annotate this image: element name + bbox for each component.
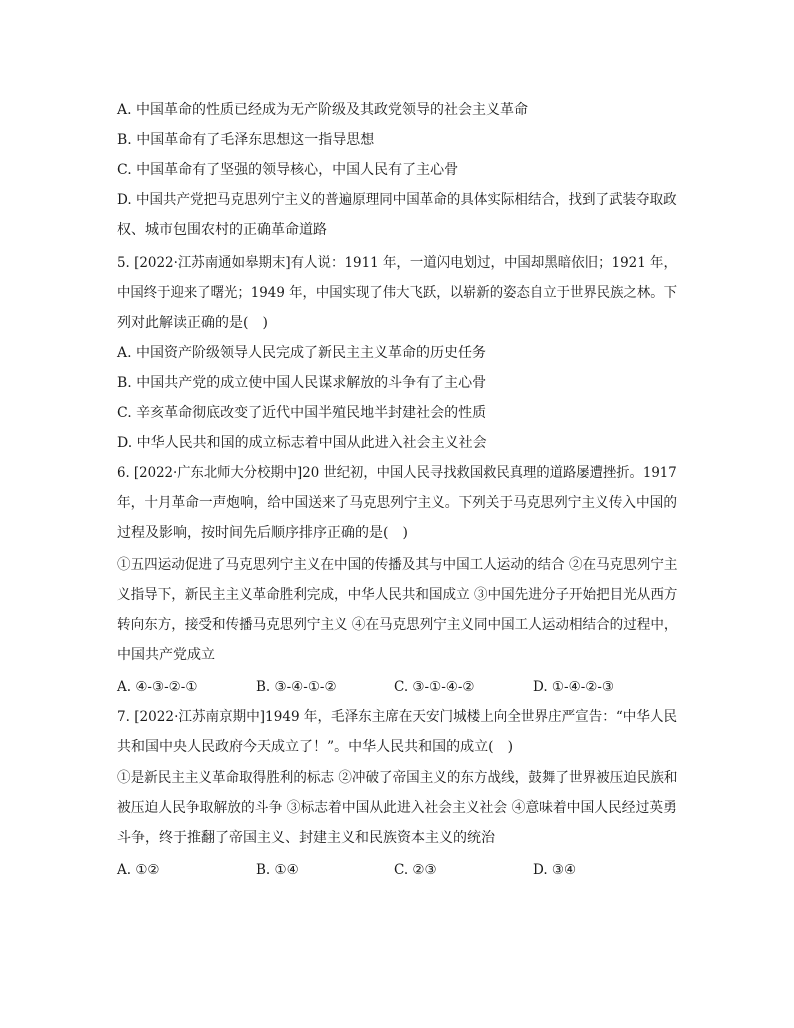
q6-option-a: A. ④-③-②-① [117, 679, 198, 695]
q4-option-d-line1: D. 中国共产党把马克思列宁主义的普遍原理同中国革命的具体实际相结合，找到了武装夺取政 [117, 192, 677, 208]
q6-option-d: D. ①-④-②-③ [533, 679, 615, 695]
q5-option-d: D. 中华人民共和国的成立标志着中国从此进入社会主义社会 [117, 435, 487, 451]
q4-option-b: B. 中国革命有了毛泽东思想这一指导思想 [117, 132, 375, 148]
q4-option-d-line2: 权、城市包围农村的正确革命道路 [117, 222, 327, 238]
q5-stem-line2: 中国终于迎来了曙光；1949 年，中国实现了伟大飞跃，以崭新的姿态自立于世界民族之林。下 [117, 285, 678, 301]
q7-items-line2: 被压迫人民争取解放的斗争 ③标志着中国从此进入社会主义社会 ④意味着中国人民经过英勇 [117, 800, 677, 816]
q7-items-line1: ①是新民主主义革命取得胜利的标志 ②冲破了帝国主义的东方战线，鼓舞了世界被压迫民族和 [117, 770, 678, 786]
q6-items-line1: ①五四运动促进了马克思列宁主义在中国的传播及其与中国工人运动的结合 ②在马克思列宁主 [117, 557, 678, 573]
q7-stem-line1: 7. [2022·江苏南京期中]1949 年，毛泽东主席在天安门城楼上向全世界庄严宣告：“中华人民 [117, 709, 678, 725]
q6-items-line3: 转向东方，接受和传播马克思列宁主义 ④在马克思列宁主义同中国工人运动相结合的过程中， [117, 617, 678, 633]
q7-option-d: D. ③④ [533, 862, 577, 878]
q7-option-b: B. ①④ [256, 862, 299, 878]
q4-option-a: A. 中国革命的性质已经成为无产阶级及其政党领导的社会主义革命 [117, 102, 529, 118]
q7-option-a: A. ①② [117, 862, 160, 878]
q5-option-b: B. 中国共产党的成立使中国人民谋求解放的斗争有了主心骨 [117, 375, 487, 391]
q6-option-c: C. ③-①-④-② [394, 679, 475, 695]
q6-option-b: B. ③-④-①-② [256, 679, 337, 695]
q5-option-a: A. 中国资产阶级领导人民完成了新民主主义革命的历史任务 [117, 345, 487, 361]
q7-option-c: C. ②③ [394, 862, 437, 878]
q6-stem-line2: 年，十月革命一声炮响，给中国送来了马克思列宁主义。下列关于马克思列宁主义传入中国的 [117, 495, 677, 511]
q6-items-line2: 义指导下，新民主主义革命胜利完成，中华人民共和国成立 ③中国先进分子开始把目光从西方 [117, 587, 678, 603]
q6-items-line4: 中国共产党成立 [117, 647, 215, 663]
q6-stem-line1: 6. [2022·广东北师大分校期中]20 世纪初，中国人民寻找救国救民真理的道路屡遭挫折。1917 [117, 465, 677, 481]
q5-stem-line3: 列对此解读正确的是( ) [117, 315, 268, 331]
q5-stem-line1: 5. [2022·江苏南通如皋期末]有人说：1911 年，一道闪电划过，中国却黑暗依旧；1921 年， [117, 255, 677, 271]
q5-option-c: C. 辛亥革命彻底改变了近代中国半殖民地半封建社会的性质 [117, 405, 487, 421]
q6-stem-line3: 过程及影响，按时间先后顺序排序正确的是( ) [117, 525, 408, 541]
q7-items-line3: 斗争，终于推翻了帝国主义、封建主义和民族资本主义的统治 [117, 830, 495, 846]
q7-stem-line2: 共和国中央人民政府今天成立了！”。中华人民共和国的成立( ) [117, 739, 514, 755]
q4-option-c: C. 中国革命有了坚强的领导核心，中国人民有了主心骨 [117, 162, 459, 178]
